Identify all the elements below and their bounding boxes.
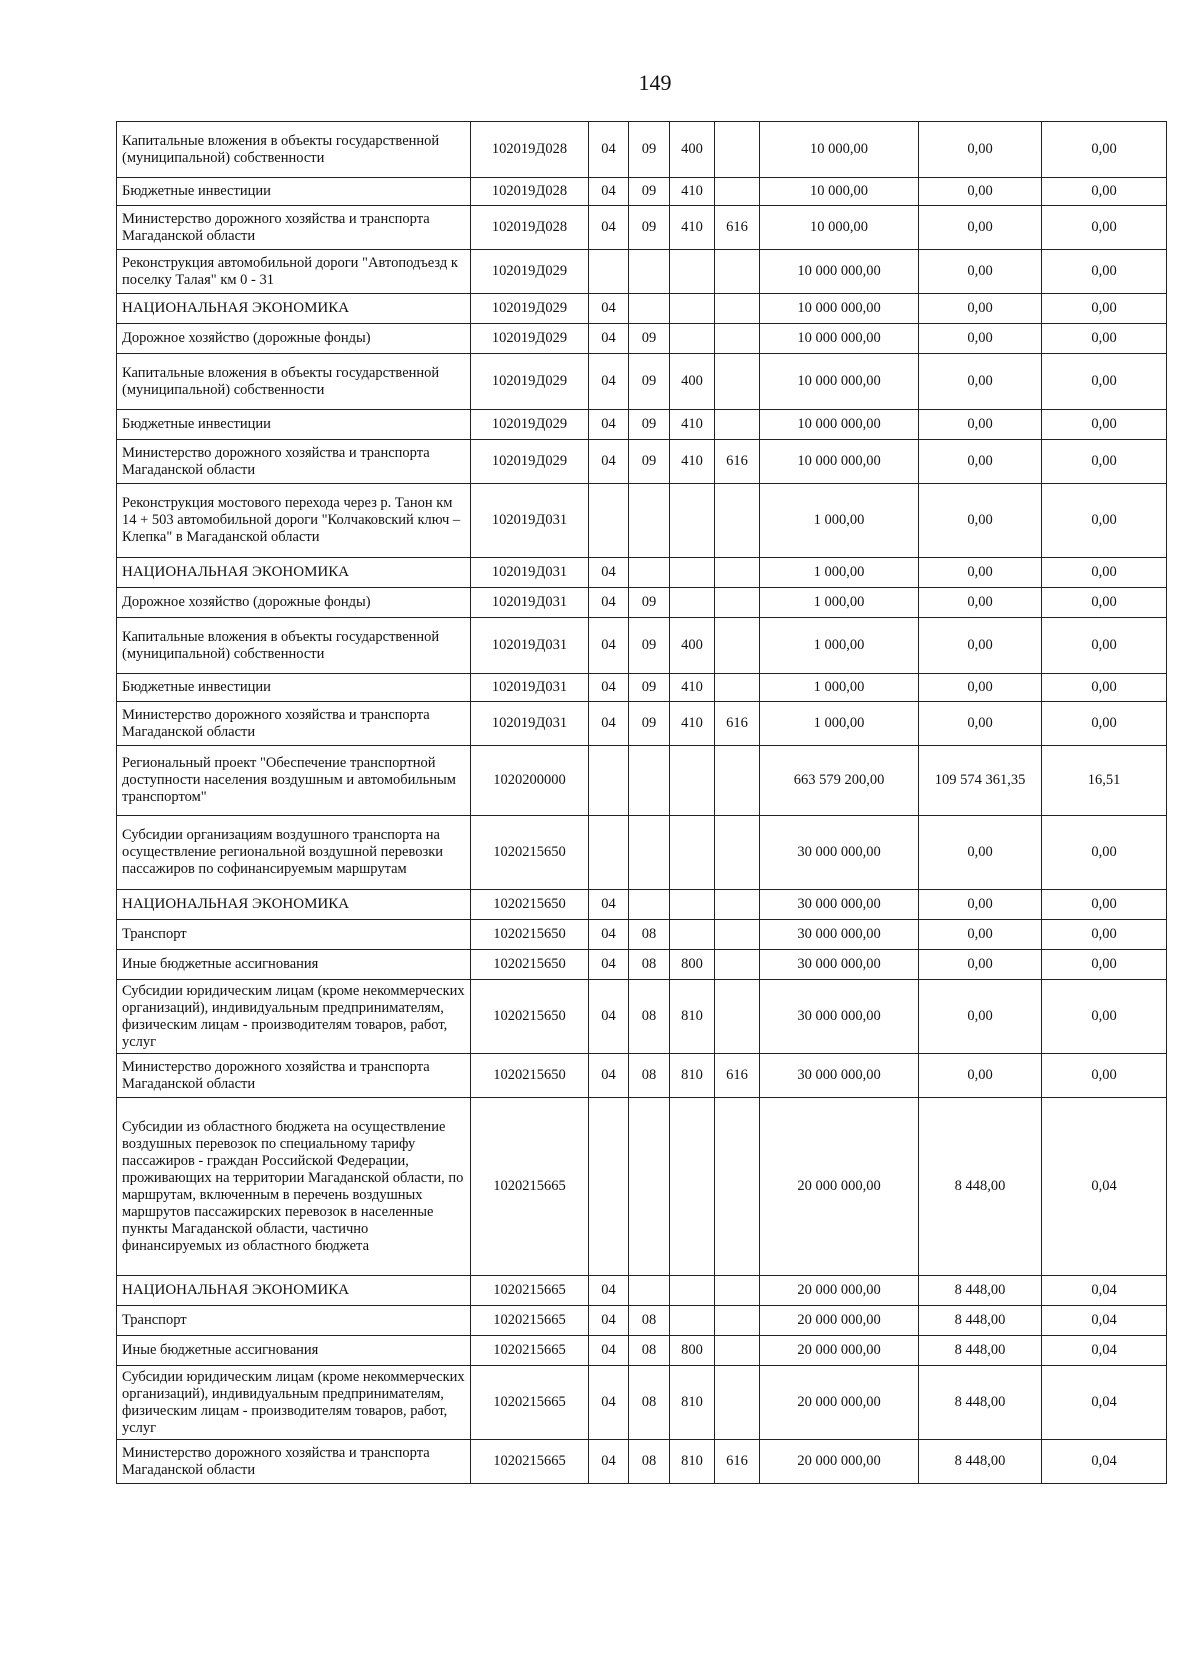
row-section: 04 [589, 1276, 629, 1306]
table-row [117, 206, 1167, 250]
row-percent: 0,00 [1042, 324, 1167, 354]
row-plan-amount: 30 000 000,00 [760, 980, 919, 1054]
row-section: 04 [589, 980, 629, 1054]
row-plan-amount: 1 000,00 [760, 618, 919, 674]
row-name: Реконструкция мостового перехода через р. Танон км 14 + 503 автомобильной дороги "Колчаковский ключ – Клепка" в Магаданской области [117, 484, 471, 558]
row-subsection: 09 [629, 588, 670, 618]
table-row [117, 588, 1167, 618]
row-plan-amount: 20 000 000,00 [760, 1276, 919, 1306]
row-fact-amount: 0,00 [919, 702, 1042, 746]
row-name: Бюджетные инвестиции [117, 178, 471, 206]
row-plan-amount: 20 000 000,00 [760, 1336, 919, 1366]
row-fact-amount: 0,00 [919, 206, 1042, 250]
row-section: 04 [589, 558, 629, 588]
row-subsection [629, 294, 670, 324]
row-percent: 0,00 [1042, 1054, 1167, 1098]
row-subsection: 08 [629, 1054, 670, 1098]
page-number: 149 [638, 70, 672, 95]
table-row [117, 950, 1167, 980]
row-fact-amount: 8 448,00 [919, 1440, 1042, 1484]
row-section: 04 [589, 1054, 629, 1098]
row-admin-code [715, 618, 760, 674]
row-expense-group: 410 [670, 206, 715, 250]
row-expense-group: 800 [670, 950, 715, 980]
row-plan-amount: 30 000 000,00 [760, 816, 919, 890]
row-name: Бюджетные инвестиции [117, 410, 471, 440]
row-plan-amount: 10 000 000,00 [760, 324, 919, 354]
row-plan-amount: 1 000,00 [760, 702, 919, 746]
row-code: 1020215665 [471, 1098, 589, 1276]
row-expense-group: 410 [670, 702, 715, 746]
row-admin-code [715, 890, 760, 920]
row-expense-group: 810 [670, 1054, 715, 1098]
row-plan-amount: 10 000 000,00 [760, 250, 919, 294]
row-subsection: 08 [629, 980, 670, 1054]
row-fact-amount: 8 448,00 [919, 1306, 1042, 1336]
row-expense-group [670, 558, 715, 588]
row-admin-code [715, 674, 760, 702]
table-row [117, 178, 1167, 206]
row-code: 1020200000 [471, 746, 589, 816]
row-expense-group: 810 [670, 1440, 715, 1484]
row-fact-amount: 0,00 [919, 1054, 1042, 1098]
table-row [117, 1098, 1167, 1276]
row-code: 102019Д028 [471, 178, 589, 206]
row-subsection [629, 890, 670, 920]
row-plan-amount: 20 000 000,00 [760, 1366, 919, 1440]
row-section: 04 [589, 1366, 629, 1440]
row-plan-amount: 10 000,00 [760, 178, 919, 206]
row-name: Субсидии юридическим лицам (кроме некоммерческих организаций), индивидуальным предпринимателям, физическим лицам - производителям товаров, работ, услуг [117, 1366, 471, 1440]
row-name: Министерство дорожного хозяйства и транспорта Магаданской области [117, 1054, 471, 1098]
row-fact-amount: 0,00 [919, 890, 1042, 920]
row-percent: 0,00 [1042, 950, 1167, 980]
row-fact-amount: 8 448,00 [919, 1098, 1042, 1276]
table-row [117, 920, 1167, 950]
row-section: 04 [589, 618, 629, 674]
row-expense-group: 400 [670, 618, 715, 674]
row-admin-code: 616 [715, 1440, 760, 1484]
table-row [117, 484, 1167, 558]
row-code: 1020215665 [471, 1440, 589, 1484]
row-code: 102019Д028 [471, 122, 589, 178]
row-name: Министерство дорожного хозяйства и транспорта Магаданской области [117, 1440, 471, 1484]
row-section: 04 [589, 1306, 629, 1336]
row-percent: 0,00 [1042, 920, 1167, 950]
row-expense-group: 410 [670, 440, 715, 484]
row-percent: 0,04 [1042, 1306, 1167, 1336]
row-expense-group: 400 [670, 122, 715, 178]
table-row [117, 122, 1167, 178]
row-fact-amount: 0,00 [919, 920, 1042, 950]
row-code: 1020215650 [471, 890, 589, 920]
row-section: 04 [589, 122, 629, 178]
row-code: 102019Д029 [471, 294, 589, 324]
row-section [589, 250, 629, 294]
row-percent: 0,00 [1042, 206, 1167, 250]
row-plan-amount: 10 000 000,00 [760, 354, 919, 410]
row-percent: 0,00 [1042, 890, 1167, 920]
row-section: 04 [589, 206, 629, 250]
row-section: 04 [589, 178, 629, 206]
row-section: 04 [589, 1440, 629, 1484]
row-percent: 0,00 [1042, 178, 1167, 206]
row-code: 1020215650 [471, 950, 589, 980]
row-percent: 0,00 [1042, 618, 1167, 674]
row-plan-amount: 1 000,00 [760, 558, 919, 588]
row-expense-group [670, 588, 715, 618]
row-fact-amount: 109 574 361,35 [919, 746, 1042, 816]
row-admin-code [715, 588, 760, 618]
row-name: Иные бюджетные ассигнования [117, 1336, 471, 1366]
row-subsection: 09 [629, 674, 670, 702]
table-row [117, 1440, 1167, 1484]
row-expense-group [670, 890, 715, 920]
row-name: Субсидии юридическим лицам (кроме некоммерческих организаций), индивидуальным предпринимателям, физическим лицам - производителям товаров, работ, услуг [117, 980, 471, 1054]
row-fact-amount: 0,00 [919, 294, 1042, 324]
row-admin-code: 616 [715, 702, 760, 746]
row-code: 102019Д031 [471, 702, 589, 746]
row-admin-code [715, 324, 760, 354]
row-subsection: 09 [629, 440, 670, 484]
row-name: Капитальные вложения в объекты государственной (муниципальной) собственности [117, 354, 471, 410]
row-expense-group [670, 816, 715, 890]
row-percent: 0,00 [1042, 674, 1167, 702]
row-percent: 16,51 [1042, 746, 1167, 816]
row-subsection: 09 [629, 122, 670, 178]
row-admin-code [715, 1306, 760, 1336]
table-row [117, 1276, 1167, 1306]
table-body [117, 122, 1167, 1484]
row-section: 04 [589, 354, 629, 410]
row-percent: 0,04 [1042, 1098, 1167, 1276]
row-admin-code [715, 122, 760, 178]
row-code: 1020215650 [471, 1054, 589, 1098]
row-name: НАЦИОНАЛЬНАЯ ЭКОНОМИКА [117, 558, 471, 588]
row-percent: 0,00 [1042, 588, 1167, 618]
row-admin-code [715, 1366, 760, 1440]
row-plan-amount: 10 000 000,00 [760, 440, 919, 484]
row-code: 102019Д031 [471, 588, 589, 618]
row-admin-code [715, 1336, 760, 1366]
row-section [589, 484, 629, 558]
table-row [117, 746, 1167, 816]
row-section: 04 [589, 440, 629, 484]
row-name: Реконструкция автомобильной дороги "Автоподъезд к поселку Талая" км 0 - 31 [117, 250, 471, 294]
row-plan-amount: 20 000 000,00 [760, 1440, 919, 1484]
row-admin-code [715, 950, 760, 980]
row-percent: 0,04 [1042, 1336, 1167, 1366]
row-fact-amount: 0,00 [919, 950, 1042, 980]
row-admin-code: 616 [715, 1054, 760, 1098]
row-section [589, 816, 629, 890]
row-percent: 0,00 [1042, 484, 1167, 558]
row-code: 1020215650 [471, 920, 589, 950]
row-plan-amount: 1 000,00 [760, 484, 919, 558]
row-fact-amount: 8 448,00 [919, 1276, 1042, 1306]
row-admin-code [715, 816, 760, 890]
table-row [117, 558, 1167, 588]
row-section: 04 [589, 588, 629, 618]
row-fact-amount: 0,00 [919, 484, 1042, 558]
row-section [589, 1098, 629, 1276]
row-name: Дорожное хозяйство (дорожные фонды) [117, 324, 471, 354]
row-subsection: 09 [629, 410, 670, 440]
row-subsection [629, 746, 670, 816]
row-code: 1020215665 [471, 1336, 589, 1366]
table-row [117, 1306, 1167, 1336]
row-admin-code [715, 294, 760, 324]
row-code: 102019Д031 [471, 484, 589, 558]
row-subsection: 09 [629, 206, 670, 250]
row-fact-amount: 0,00 [919, 122, 1042, 178]
row-code: 102019Д031 [471, 618, 589, 674]
row-percent: 0,00 [1042, 122, 1167, 178]
row-subsection: 08 [629, 920, 670, 950]
row-subsection [629, 1098, 670, 1276]
row-subsection: 08 [629, 1440, 670, 1484]
row-percent: 0,00 [1042, 410, 1167, 440]
row-admin-code [715, 178, 760, 206]
row-code: 102019Д029 [471, 250, 589, 294]
table-row [117, 890, 1167, 920]
row-plan-amount: 1 000,00 [760, 674, 919, 702]
table-row [117, 816, 1167, 890]
row-subsection: 09 [629, 702, 670, 746]
row-code: 1020215650 [471, 816, 589, 890]
row-code: 102019Д029 [471, 324, 589, 354]
row-section: 04 [589, 674, 629, 702]
table-row [117, 1336, 1167, 1366]
row-fact-amount: 0,00 [919, 980, 1042, 1054]
row-fact-amount: 0,00 [919, 440, 1042, 484]
row-name: Капитальные вложения в объекты государственной (муниципальной) собственности [117, 618, 471, 674]
row-fact-amount: 0,00 [919, 354, 1042, 410]
row-code: 102019Д029 [471, 440, 589, 484]
row-plan-amount: 10 000,00 [760, 122, 919, 178]
row-code: 1020215665 [471, 1276, 589, 1306]
row-code: 102019Д031 [471, 674, 589, 702]
row-section [589, 746, 629, 816]
row-section: 04 [589, 950, 629, 980]
table-row [117, 618, 1167, 674]
row-subsection [629, 1276, 670, 1306]
row-percent: 0,00 [1042, 250, 1167, 294]
table-row [117, 674, 1167, 702]
row-plan-amount: 10 000,00 [760, 206, 919, 250]
row-percent: 0,00 [1042, 558, 1167, 588]
row-expense-group: 810 [670, 1366, 715, 1440]
row-fact-amount: 0,00 [919, 816, 1042, 890]
row-plan-amount: 10 000 000,00 [760, 294, 919, 324]
row-plan-amount: 30 000 000,00 [760, 950, 919, 980]
table-row [117, 324, 1167, 354]
budget-table [116, 121, 1167, 1484]
row-percent: 0,00 [1042, 702, 1167, 746]
row-expense-group: 410 [670, 674, 715, 702]
row-expense-group: 810 [670, 980, 715, 1054]
row-expense-group [670, 484, 715, 558]
row-expense-group [670, 294, 715, 324]
table-row [117, 294, 1167, 324]
row-name: Субсидии организациям воздушного транспорта на осуществление региональной воздушной перевозки пассажиров по софинансируемым маршрутам [117, 816, 471, 890]
row-percent: 0,04 [1042, 1440, 1167, 1484]
row-admin-code [715, 410, 760, 440]
row-subsection [629, 816, 670, 890]
row-plan-amount: 30 000 000,00 [760, 890, 919, 920]
row-code: 102019Д028 [471, 206, 589, 250]
row-section: 04 [589, 1336, 629, 1366]
row-expense-group: 800 [670, 1336, 715, 1366]
row-name: НАЦИОНАЛЬНАЯ ЭКОНОМИКА [117, 1276, 471, 1306]
row-code: 1020215665 [471, 1306, 589, 1336]
row-admin-code [715, 558, 760, 588]
row-admin-code [715, 1276, 760, 1306]
row-percent: 0,00 [1042, 294, 1167, 324]
row-fact-amount: 0,00 [919, 588, 1042, 618]
row-expense-group [670, 1098, 715, 1276]
row-code: 1020215650 [471, 980, 589, 1054]
row-admin-code [715, 250, 760, 294]
row-percent: 0,00 [1042, 980, 1167, 1054]
row-name: Министерство дорожного хозяйства и транспорта Магаданской области [117, 440, 471, 484]
row-section: 04 [589, 294, 629, 324]
row-subsection: 08 [629, 950, 670, 980]
row-name: Дорожное хозяйство (дорожные фонды) [117, 588, 471, 618]
row-fact-amount: 0,00 [919, 324, 1042, 354]
row-subsection [629, 250, 670, 294]
row-subsection: 08 [629, 1366, 670, 1440]
row-section: 04 [589, 920, 629, 950]
row-expense-group [670, 920, 715, 950]
row-fact-amount: 0,00 [919, 618, 1042, 674]
row-name: Министерство дорожного хозяйства и транспорта Магаданской области [117, 206, 471, 250]
row-expense-group [670, 324, 715, 354]
row-subsection: 09 [629, 618, 670, 674]
row-section: 04 [589, 890, 629, 920]
row-name: Бюджетные инвестиции [117, 674, 471, 702]
table-row [117, 440, 1167, 484]
row-fact-amount: 0,00 [919, 178, 1042, 206]
row-section: 04 [589, 324, 629, 354]
row-code: 102019Д029 [471, 354, 589, 410]
row-admin-code [715, 980, 760, 1054]
row-expense-group [670, 250, 715, 294]
row-percent: 0,04 [1042, 1276, 1167, 1306]
row-admin-code [715, 1098, 760, 1276]
row-fact-amount: 0,00 [919, 410, 1042, 440]
row-admin-code [715, 484, 760, 558]
row-expense-group: 410 [670, 178, 715, 206]
row-fact-amount: 0,00 [919, 250, 1042, 294]
row-percent: 0,04 [1042, 1366, 1167, 1440]
row-plan-amount: 30 000 000,00 [760, 920, 919, 950]
table-row [117, 410, 1167, 440]
row-admin-code [715, 354, 760, 410]
row-plan-amount: 20 000 000,00 [760, 1306, 919, 1336]
table-row [117, 1366, 1167, 1440]
row-name: Транспорт [117, 1306, 471, 1336]
table-row [117, 980, 1167, 1054]
row-subsection: 08 [629, 1306, 670, 1336]
row-subsection: 09 [629, 354, 670, 410]
row-name: Региональный проект "Обеспечение транспортной доступности населения воздушным и автомобильным транспортом" [117, 746, 471, 816]
table-row [117, 250, 1167, 294]
row-expense-group [670, 746, 715, 816]
row-expense-group: 400 [670, 354, 715, 410]
row-fact-amount: 0,00 [919, 558, 1042, 588]
row-plan-amount: 663 579 200,00 [760, 746, 919, 816]
table-row [117, 702, 1167, 746]
row-section: 04 [589, 410, 629, 440]
row-subsection: 09 [629, 324, 670, 354]
table-row [117, 1054, 1167, 1098]
row-subsection [629, 558, 670, 588]
row-plan-amount: 10 000 000,00 [760, 410, 919, 440]
row-expense-group [670, 1306, 715, 1336]
row-name: Капитальные вложения в объекты государственной (муниципальной) собственности [117, 122, 471, 178]
row-subsection: 09 [629, 178, 670, 206]
row-admin-code: 616 [715, 440, 760, 484]
table-row [117, 354, 1167, 410]
row-subsection: 08 [629, 1336, 670, 1366]
row-name: НАЦИОНАЛЬНАЯ ЭКОНОМИКА [117, 890, 471, 920]
row-percent: 0,00 [1042, 440, 1167, 484]
row-percent: 0,00 [1042, 354, 1167, 410]
row-code: 102019Д031 [471, 558, 589, 588]
row-code: 1020215665 [471, 1366, 589, 1440]
row-fact-amount: 8 448,00 [919, 1336, 1042, 1366]
row-percent: 0,00 [1042, 816, 1167, 890]
row-plan-amount: 20 000 000,00 [760, 1098, 919, 1276]
row-name: Транспорт [117, 920, 471, 950]
row-admin-code [715, 920, 760, 950]
row-code: 102019Д029 [471, 410, 589, 440]
row-name: Субсидии из областного бюджета на осуществление воздушных перевозок по специальному тарифу пассажиров - граждан Российской Федерации, проживающих на территории Магаданской области, по маршрутам, включенным в перечень воздушных маршрутов пассажирских перевозок в населенные пункты Магаданской области, частично финансируемых из областного бюджета [117, 1098, 471, 1276]
row-name: Иные бюджетные ассигнования [117, 950, 471, 980]
row-fact-amount: 0,00 [919, 674, 1042, 702]
row-expense-group [670, 1276, 715, 1306]
row-plan-amount: 1 000,00 [760, 588, 919, 618]
row-subsection [629, 484, 670, 558]
row-name: Министерство дорожного хозяйства и транспорта Магаданской области [117, 702, 471, 746]
row-name: НАЦИОНАЛЬНАЯ ЭКОНОМИКА [117, 294, 471, 324]
row-plan-amount: 30 000 000,00 [760, 1054, 919, 1098]
row-admin-code: 616 [715, 206, 760, 250]
row-admin-code [715, 746, 760, 816]
row-fact-amount: 8 448,00 [919, 1366, 1042, 1440]
row-section: 04 [589, 702, 629, 746]
row-expense-group: 410 [670, 410, 715, 440]
